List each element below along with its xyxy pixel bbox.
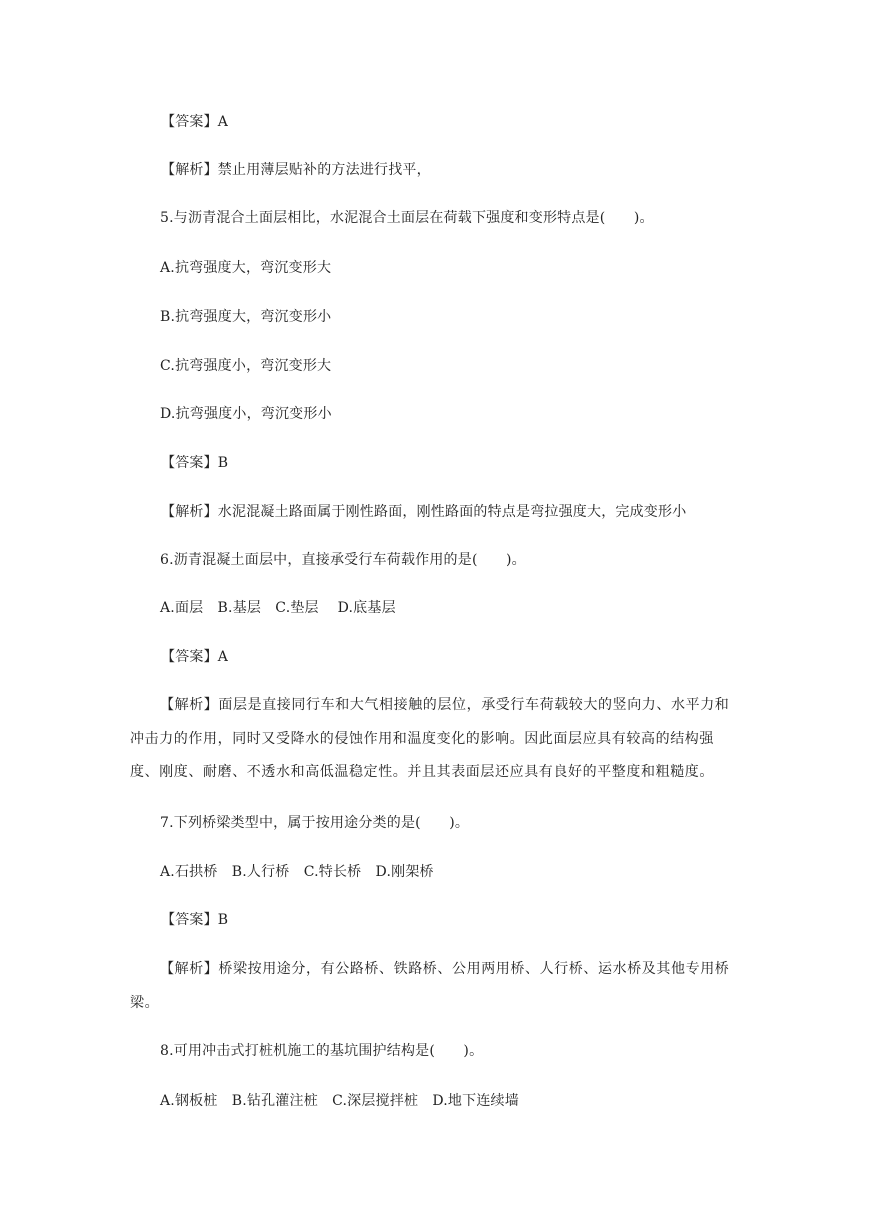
- option-5a: A.抗弯强度大，弯沉变形大: [160, 260, 332, 276]
- answer-label-q7: 【答案】B: [161, 912, 229, 928]
- options-7: A.石拱桥 B.人行桥 C.特长桥 D.刚架桥: [160, 864, 434, 880]
- question-5: 5.与沥青混合土面层相比，水泥混合土面层在荷载下强度和变形特点是( )。: [160, 210, 654, 226]
- answer-label-q5: 【答案】B: [161, 455, 229, 471]
- answer-label-q4: 【答案】A: [161, 114, 229, 130]
- options-6: A.面层 B.基层 C.垫层 D.底基层: [160, 600, 396, 616]
- option-5b: B.抗弯强度大，弯沉变形小: [160, 309, 332, 325]
- explanation-q7: 【解析】桥梁按用途分，有公路桥、铁路桥、公用两用桥、人行桥、运水桥及其他专用桥梁。: [130, 961, 730, 1011]
- option-5d: D.抗弯强度小，弯沉变形小: [160, 406, 332, 422]
- explanation-q4: 【解析】禁止用薄层贴补的方法进行找平，: [161, 162, 431, 178]
- question-8: 8.可用冲击式打桩机施工的基坑围护结构是( )。: [160, 1043, 484, 1059]
- explanation-q5: 【解析】水泥混凝土路面属于刚性路面，刚性路面的特点是弯拉强度大，完成变形小: [161, 504, 687, 520]
- question-6: 6.沥青混凝土面层中，直接承受行车荷载作用的是( )。: [160, 552, 526, 568]
- options-8: A.钢板桩 B.钻孔灌注桩 C.深层搅拌桩 D.地下连续墙: [160, 1093, 519, 1109]
- question-7: 7.下列桥梁类型中，属于按用途分类的是( )。: [160, 815, 470, 831]
- option-5c: C.抗弯强度小，弯沉变形大: [160, 358, 332, 374]
- explanation-q6: 【解析】面层是直接同行车和大气相接触的层位，承受行车荷载较大的竖向力、水平力和冲击力的作用，同时又受降水的侵蚀作用和温度变化的影响。因此面层应具有较高的结构强度、刚度、耐磨、不透水和高低温稳定性。并且其表面层还应具有良好的平整度和粗糙度。: [130, 697, 730, 780]
- answer-label-q6: 【答案】A: [161, 649, 229, 665]
